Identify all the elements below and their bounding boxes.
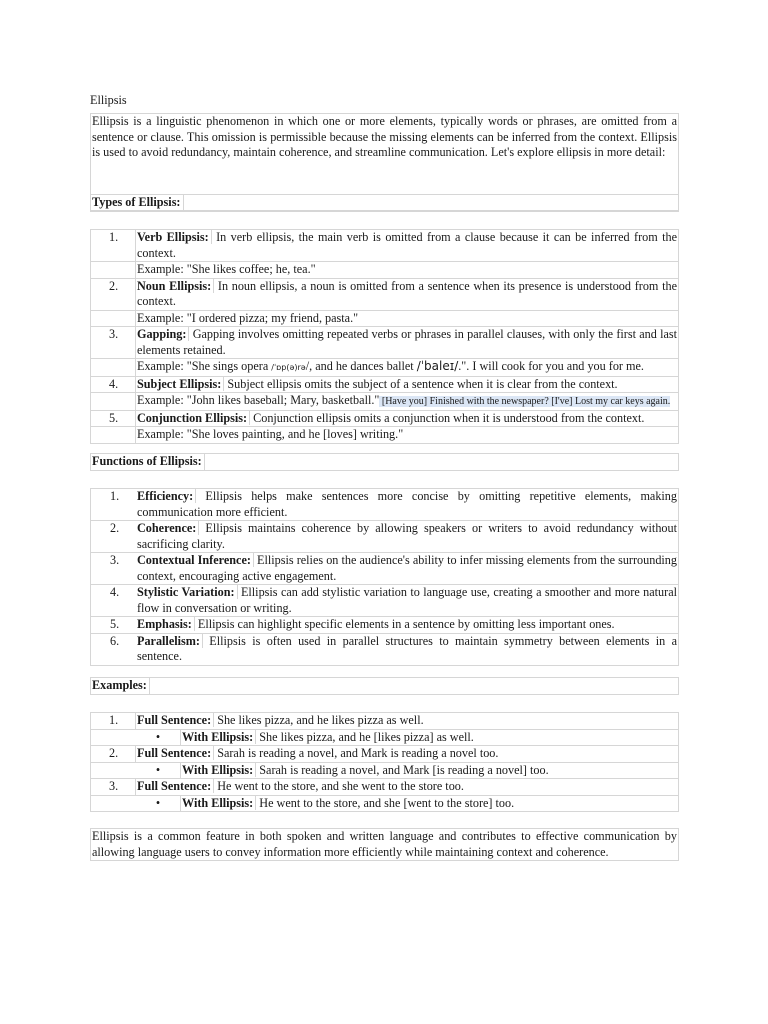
- list-item: 3. Contextual Inference: Ellipsis relies on the audience's ability to infer missing elements from the surrounding context, encouraging active engagement.: [90, 553, 679, 585]
- list-item: 1. Efficiency: Ellipsis helps make sentences more concise by omitting repetitive elements, making communication more efficient.: [90, 488, 679, 521]
- examples-list: [90, 712, 679, 812]
- example-row: Example: "She likes coffee; he, tea.": [90, 262, 679, 279]
- example-row: Example: "John likes baseball; Mary, basketball." [Have you] Finished with the newspaper? [I've] Lost my car keys again.: [90, 393, 679, 411]
- list-item: 1. Verb Ellipsis: In verb ellipsis, the main verb is omitted from a clause because it can be inferred from the context.: [90, 229, 679, 262]
- list-item: 2. Noun Ellipsis: In noun ellipsis, a noun is omitted from a sentence when its presence is understood from the context.: [90, 279, 679, 311]
- closing-paragraph: Ellipsis is a common feature in both spoken and written language and contributes to effective communication by allowing language users to convey information more efficiently while maintaining context and coherence.: [90, 828, 679, 861]
- sub-list-item: • With Ellipsis: He went to the store, and she [went to the store] too.: [90, 796, 679, 813]
- types-list: [90, 229, 679, 444]
- ipa-opera: /ˈɒp(ə)rə: [271, 363, 306, 372]
- example-row: Example: "She sings opera /ˈɒp(ə)rə/, and he dances ballet /ˈbaleɪ/.". I will cook for you and you for me.: [90, 359, 679, 377]
- sub-list-item: • With Ellipsis: She likes pizza, and he [likes pizza] as well.: [90, 730, 679, 747]
- list-item: 2. Full Sentence: Sarah is reading a novel, and Mark is reading a novel too.: [90, 746, 679, 763]
- types-heading: [90, 194, 679, 212]
- bullet: •: [136, 763, 181, 779]
- examples-heading: [90, 677, 679, 695]
- example-row: Example: "She loves painting, and he [loves] writing.": [90, 427, 679, 444]
- list-item: 5. Conjunction Ellipsis: Conjunction ellipsis omits a conjunction when it is understood from the context.: [90, 411, 679, 428]
- list-item: 3. Gapping: Gapping involves omitting repeated verbs or phrases in parallel clauses, with only the first and last elements retained.: [90, 327, 679, 359]
- functions-heading-text: Functions of Ellipsis:: [92, 454, 205, 471]
- bullet: •: [136, 796, 181, 812]
- list-item: 5. Emphasis: Ellipsis can highlight specific elements in a sentence by omitting less important ones.: [90, 617, 679, 634]
- bullet: •: [136, 730, 181, 746]
- sub-list-item: • With Ellipsis: Sarah is reading a novel, and Mark [is reading a novel] too.: [90, 763, 679, 780]
- list-item: 3. Full Sentence: He went to the store, and she went to the store too.: [90, 779, 679, 796]
- types-heading-text: Types of Ellipsis:: [92, 195, 184, 212]
- example-row: Example: "I ordered pizza; my friend, pasta.": [90, 311, 679, 328]
- functions-list: [90, 488, 679, 666]
- list-item: 6. Parallelism: Ellipsis is often used in parallel structures to maintain symmetry between elements in a sentence.: [90, 634, 679, 666]
- list-item: 4. Subject Ellipsis: Subject ellipsis omits the subject of a sentence when it is clear from the context.: [90, 377, 679, 394]
- intro-paragraph: Ellipsis is a linguistic phenomenon in which one or more elements, typically words or phrases, are omitted from a sentence or clause. This omission is permissible because the missing elements can be inferred from the context. Ellipsis is used to avoid redundancy, maintain coherence, and streamline communication. Let's explore ellipsis in more detail:: [90, 113, 679, 210]
- ipa-ballet: /ˈbaleɪ/: [416, 359, 459, 373]
- document-title: Ellipsis: [90, 93, 127, 107]
- functions-heading: [90, 453, 679, 471]
- examples-heading-text: Examples:: [92, 678, 150, 695]
- list-item: 2. Coherence: Ellipsis maintains coherence by allowing speakers or writers to avoid redundancy without sacrificing clarity.: [90, 521, 679, 553]
- list-item: 4. Stylistic Variation: Ellipsis can add stylistic variation to language use, creating a smoother and more natural flow in conversation or writing.: [90, 585, 679, 617]
- list-item: 1. Full Sentence: She likes pizza, and he likes pizza as well.: [90, 712, 679, 730]
- highlighted-examples: [Have you] Finished with the newspaper? [I've] Lost my car keys again.: [379, 396, 671, 407]
